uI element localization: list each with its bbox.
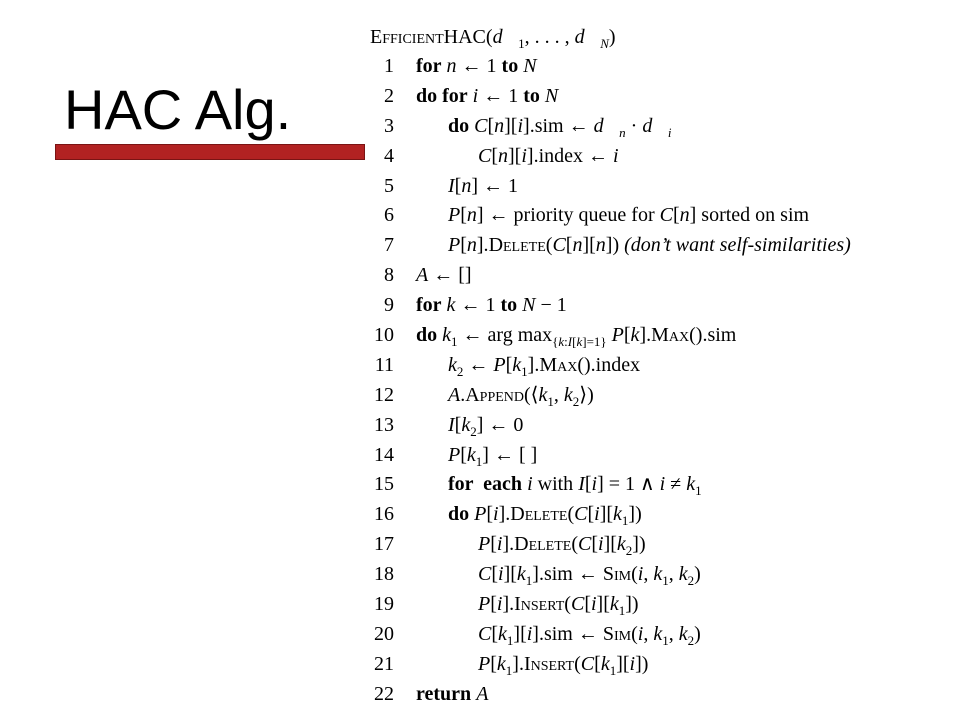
line-number: 8: [384, 264, 394, 287]
line-number: 14: [374, 443, 394, 466]
algorithm-line: [366, 470, 926, 500]
line-code: do $P[i].Delete(C[i][k_1])$: [448, 503, 642, 529]
line-number: 9: [384, 294, 394, 317]
line-code: $I[k_2]$ ← 0: [448, 413, 524, 439]
line-number: 17: [374, 533, 394, 556]
algorithm-listing: [366, 22, 926, 710]
algorithm-line: [366, 201, 926, 231]
algorithm-line: [366, 441, 926, 471]
algorithm-line: [366, 381, 926, 411]
line-code: do for i ← 1 to N: [416, 84, 559, 107]
line-number: 12: [374, 383, 394, 406]
line-code: for n ← 1 to N: [416, 55, 537, 77]
line-code: for each i with I[i] = 1 ∧ $i \ne k_1$: [448, 473, 702, 499]
line-code: do C[n][i].sim ← $d⃗_n$ · $d⃗_i$: [448, 114, 672, 140]
line-number: 22: [374, 682, 394, 705]
title-accent-bar: [55, 144, 365, 160]
line-code: C[n][i].index ← i: [478, 144, 619, 167]
algorithm-line: [366, 82, 926, 112]
algorithm-line: [366, 321, 926, 351]
line-number: 4: [384, 144, 394, 167]
algorithm-line: [366, 650, 926, 680]
line-number: 11: [374, 353, 394, 376]
algorithm-line: [366, 530, 926, 560]
line-code: $k_2$ ← $P[k_1].Max().index$: [448, 353, 641, 379]
algorithm-lines: [366, 52, 926, 710]
line-number: 5: [384, 174, 394, 197]
line-code: P[n].Delete(C[n][n]) (don’t want self-similarities): [448, 234, 851, 257]
algorithm-line: [366, 261, 926, 291]
line-code: I[n] ← 1: [448, 174, 519, 197]
line-number: 15: [374, 473, 394, 496]
line-number: 7: [384, 234, 394, 257]
algorithm-line: [366, 112, 926, 142]
algorithm-line: [366, 560, 926, 590]
algorithm-line: [366, 590, 926, 620]
line-number: 10: [374, 324, 394, 347]
line-number: 6: [384, 204, 394, 227]
algorithm-line: [366, 500, 926, 530]
line-code: do $k_1$ ← arg $\max_{\{k:I[k]=1\}} P[k].Max().sim$: [416, 324, 737, 350]
algorithm-line: [366, 291, 926, 321]
line-code: $P[i].Insert(C[i][k_1])$: [478, 593, 639, 619]
slide-title: HAC Alg.: [64, 78, 292, 141]
line-code: $P[i].Delete(C[i][k_2])$: [478, 533, 646, 559]
line-code: return A: [416, 682, 489, 705]
algorithm-line: [366, 231, 926, 261]
line-code: $C[k_1][i].sim$ ← Sim(i, $k_1$, $k_2$): [478, 622, 701, 648]
line-number: 19: [374, 593, 394, 616]
line-code: $P[k_1].Insert(C[k_1][i])$: [478, 652, 649, 678]
line-code: $P[k_1]$ ← [ ]: [448, 443, 538, 469]
algorithm-line: [366, 172, 926, 202]
line-number: 2: [384, 84, 394, 107]
algorithm-line: [366, 351, 926, 381]
line-number: 20: [374, 622, 394, 645]
algorithm-line: [366, 52, 926, 82]
line-number: 13: [374, 413, 394, 436]
algorithm-line: [366, 411, 926, 441]
line-code: for k ← 1 to N − 1: [416, 294, 567, 317]
line-code: $C[i][k_1].sim$ ← Sim(i, $k_1$, $k_2$): [478, 563, 701, 589]
line-code: P[n] ← priority queue for C[n] sorted on sim: [448, 204, 810, 227]
line-number: 3: [384, 114, 394, 137]
algorithm-header: $EfficientHAC(d⃗_1$, . . . , $d⃗_N$): [370, 26, 616, 51]
line-number: 21: [374, 652, 394, 675]
line-number: 1: [384, 55, 394, 77]
line-code: A ← []: [416, 264, 472, 287]
line-number: 18: [374, 563, 394, 586]
algorithm-line: [366, 680, 926, 710]
algorithm-line: [366, 620, 926, 650]
line-number: 16: [374, 503, 394, 526]
line-code: $A.Append(⟨k_1$, $k_2⟩$): [448, 383, 594, 409]
algorithm-line: [366, 142, 926, 172]
